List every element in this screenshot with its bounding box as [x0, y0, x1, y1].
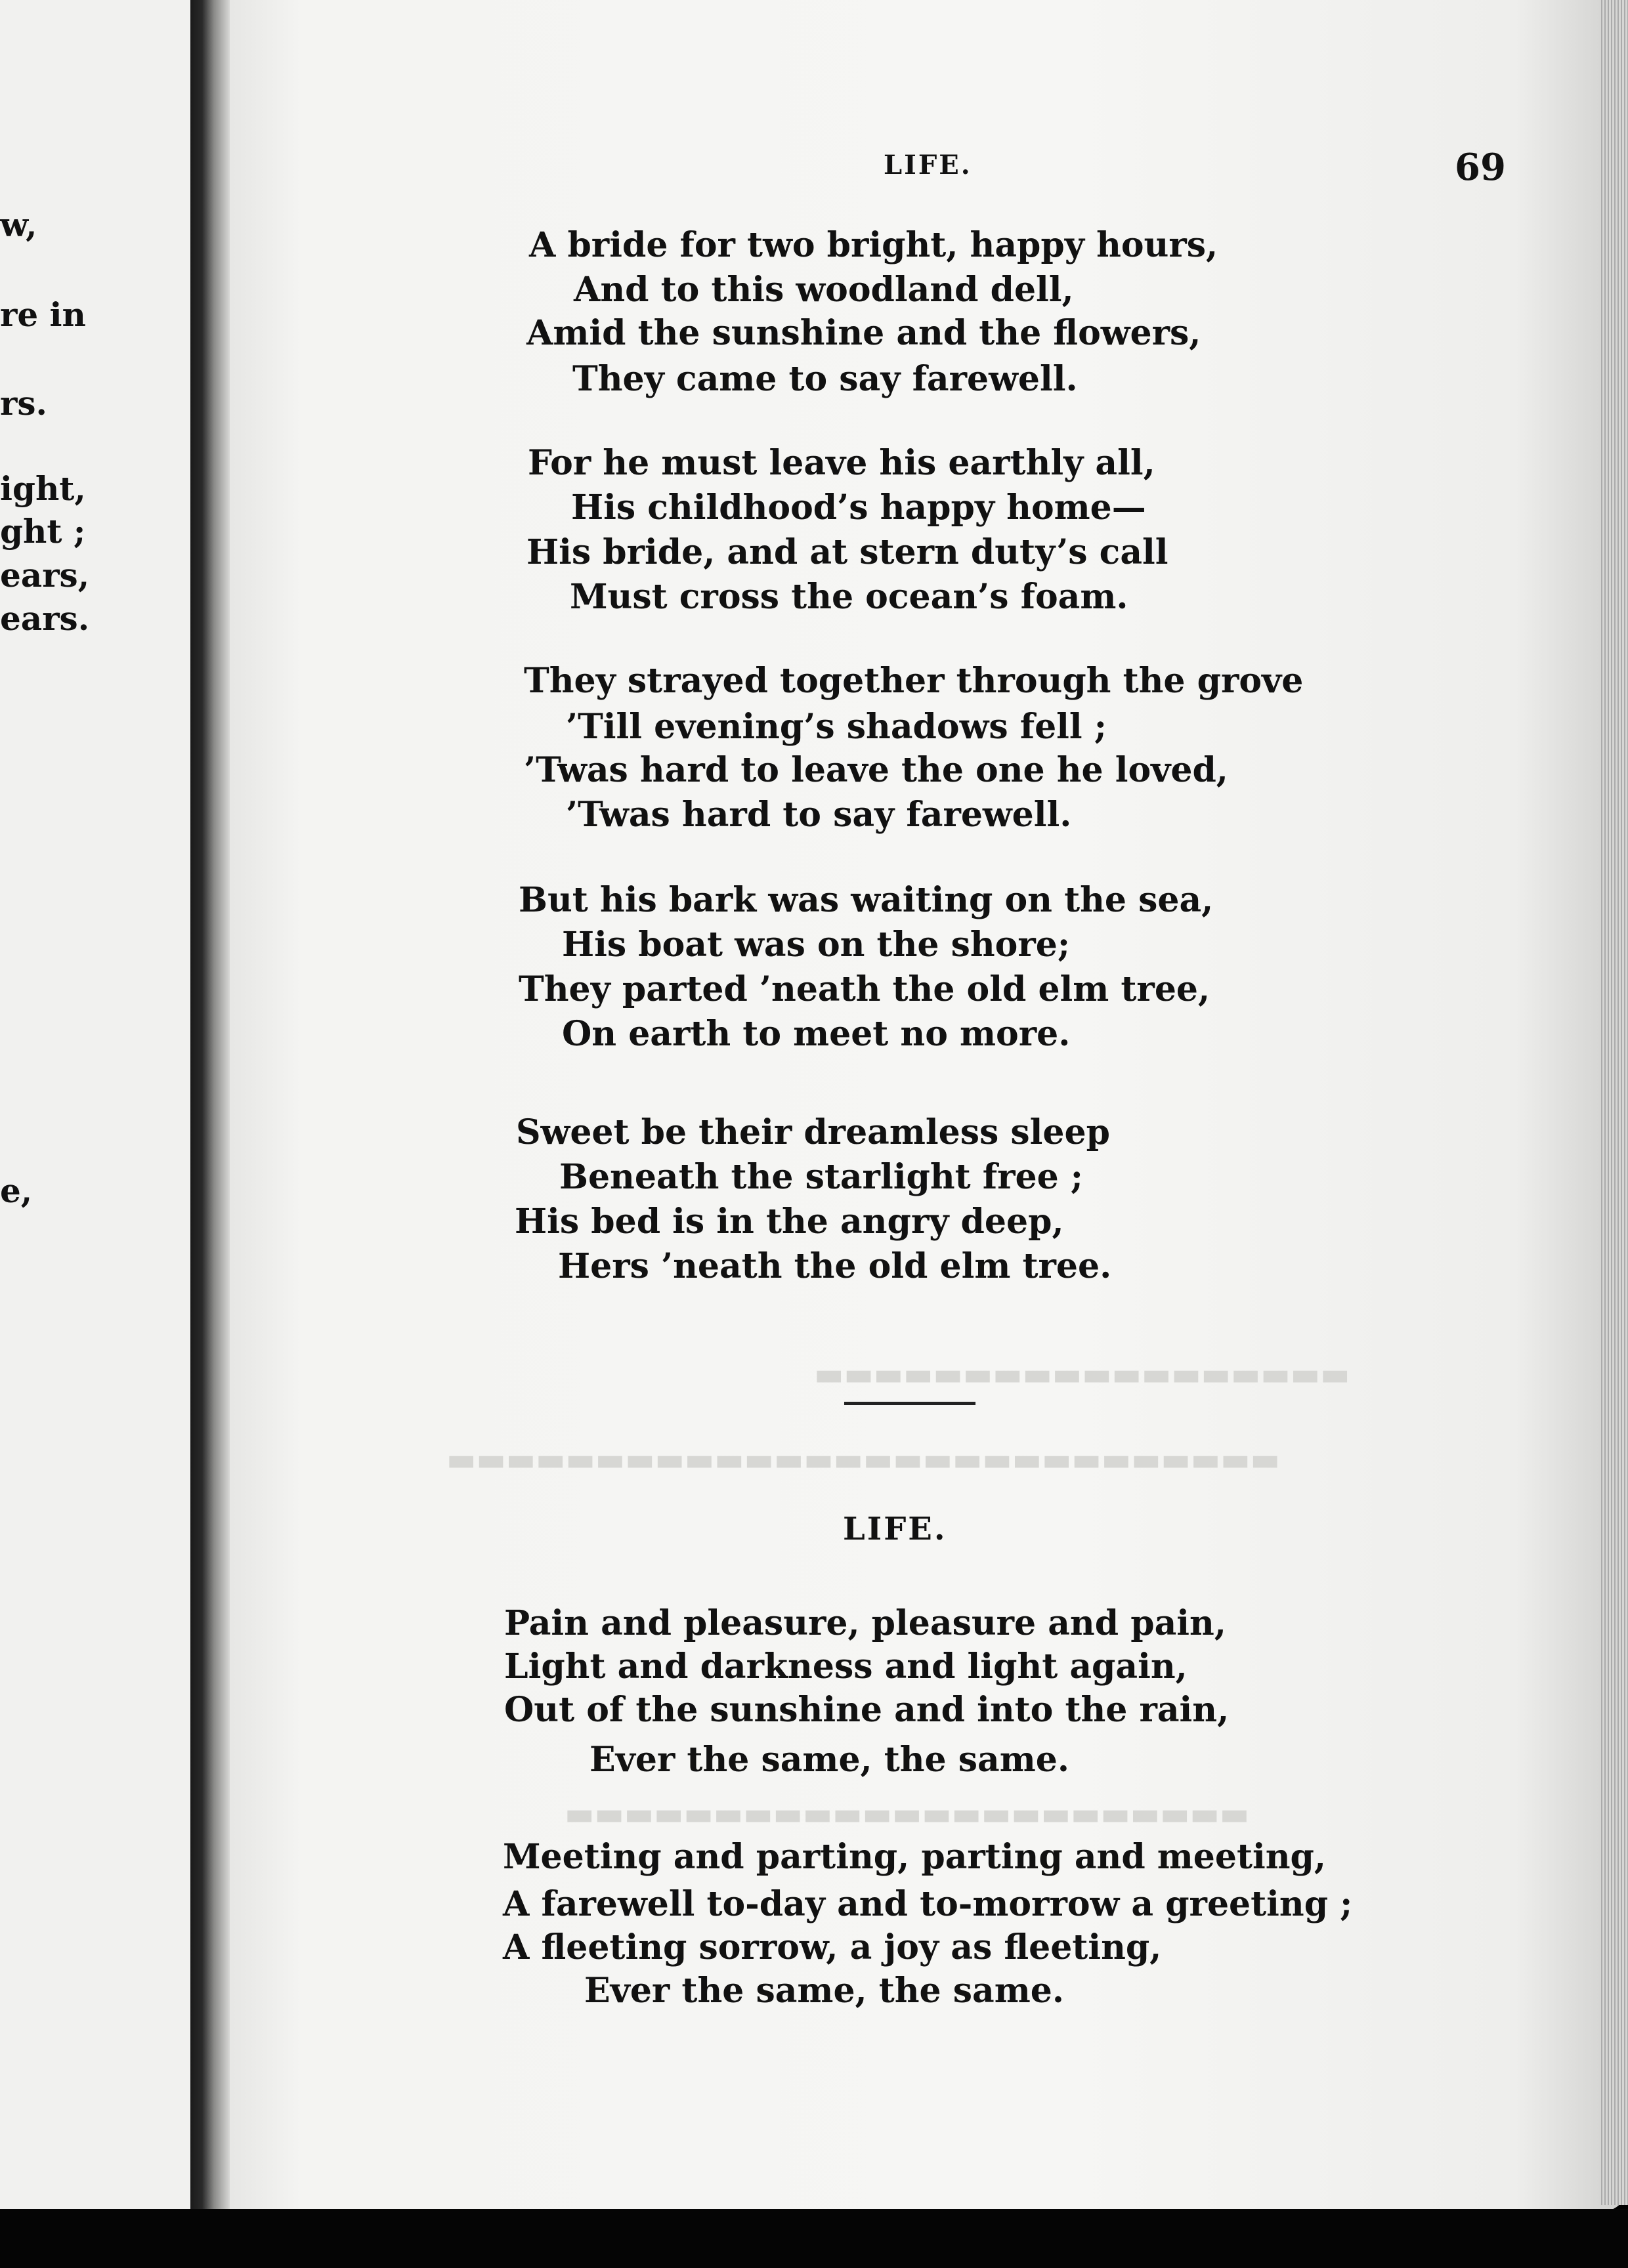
- poem-line: ’Till evening’s shadows fell ;: [566, 707, 1107, 747]
- poem-line: Must cross the ocean’s foam.: [570, 577, 1128, 617]
- scan-background: [0, 2209, 1628, 2268]
- poem-line: His boat was on the shore;: [562, 925, 1071, 965]
- page-edges: [1599, 0, 1628, 2205]
- book-gutter: [190, 0, 230, 2225]
- poem-line: On earth to meet no more.: [562, 1014, 1071, 1054]
- poem-line: But his bark was waiting on the sea,: [519, 880, 1214, 920]
- poem-line: Ever the same, the same.: [589, 1740, 1069, 1780]
- poem-line: A fleeting sorrow, a joy as fleeting,: [503, 1927, 1162, 1967]
- poem-line: Meeting and parting, parting and meeting,: [503, 1837, 1327, 1877]
- bleed-through-ghost: ▬▬▬▬▬▬▬▬▬▬▬▬▬▬▬▬▬▬: [814, 1356, 1350, 1393]
- poem-line: Out of the sunshine and into the rain,: [504, 1690, 1230, 1730]
- poem-line: ’Twas hard to leave the one he loved,: [524, 750, 1228, 790]
- left-page-fragment: ears,: [0, 556, 90, 595]
- bleed-through-ghost: ▬▬▬▬▬▬▬▬▬▬▬▬▬▬▬▬▬▬▬▬▬▬▬: [565, 1796, 1250, 1832]
- running-head: LIFE.: [884, 150, 972, 180]
- poem-line: Ever the same, the same.: [584, 1971, 1064, 2011]
- poem-line: And to this woodland dell,: [574, 270, 1074, 310]
- left-page-fragment: rs.: [0, 384, 47, 423]
- poem-line: They came to say farewell.: [572, 359, 1078, 399]
- poem-line: A bride for two bright, happy hours,: [529, 225, 1218, 265]
- poem-line: Sweet be their dreamless sleep: [516, 1112, 1110, 1152]
- poem-line: ’Twas hard to say farewell.: [566, 795, 1072, 835]
- poem-line: For he must leave his earthly all,: [528, 443, 1155, 483]
- poem-line: Beneath the starlight free ;: [559, 1157, 1083, 1197]
- poem-line: Hers ’neath the old elm tree.: [558, 1246, 1112, 1286]
- bleed-through-ghost: ▬▬▬▬▬▬▬▬▬▬▬▬▬▬▬▬▬▬▬▬▬▬▬▬▬▬▬▬: [446, 1441, 1280, 1478]
- left-page-fragment: e,: [0, 1171, 33, 1210]
- section-divider: [844, 1402, 975, 1405]
- left-page-fragment: ears.: [0, 599, 90, 638]
- left-page-fragment: w,: [0, 205, 37, 244]
- left-page-fragment: ght ;: [0, 512, 86, 551]
- poem-line: Pain and pleasure, pleasure and pain,: [504, 1603, 1226, 1643]
- poem-line: His bed is in the angry deep,: [515, 1202, 1064, 1242]
- poem-line: A farewell to-day and to-morrow a greeting ;: [503, 1884, 1353, 1924]
- page-number: 69: [1455, 146, 1506, 189]
- poem-line: Light and darkness and light again,: [504, 1647, 1188, 1687]
- poem-line: Amid the sunshine and the flowers,: [526, 313, 1201, 353]
- poem-line: His bride, and at stern duty’s call: [526, 532, 1168, 572]
- poem-line: His childhood’s happy home—: [571, 488, 1146, 528]
- poem-line: They parted ’neath the old elm tree,: [519, 969, 1210, 1009]
- poem-title: LIFE.: [843, 1511, 947, 1547]
- left-page-fragment: ight,: [0, 469, 86, 508]
- left-page-fragment: re in: [0, 295, 86, 334]
- poem-line: They strayed together through the grove: [524, 661, 1304, 701]
